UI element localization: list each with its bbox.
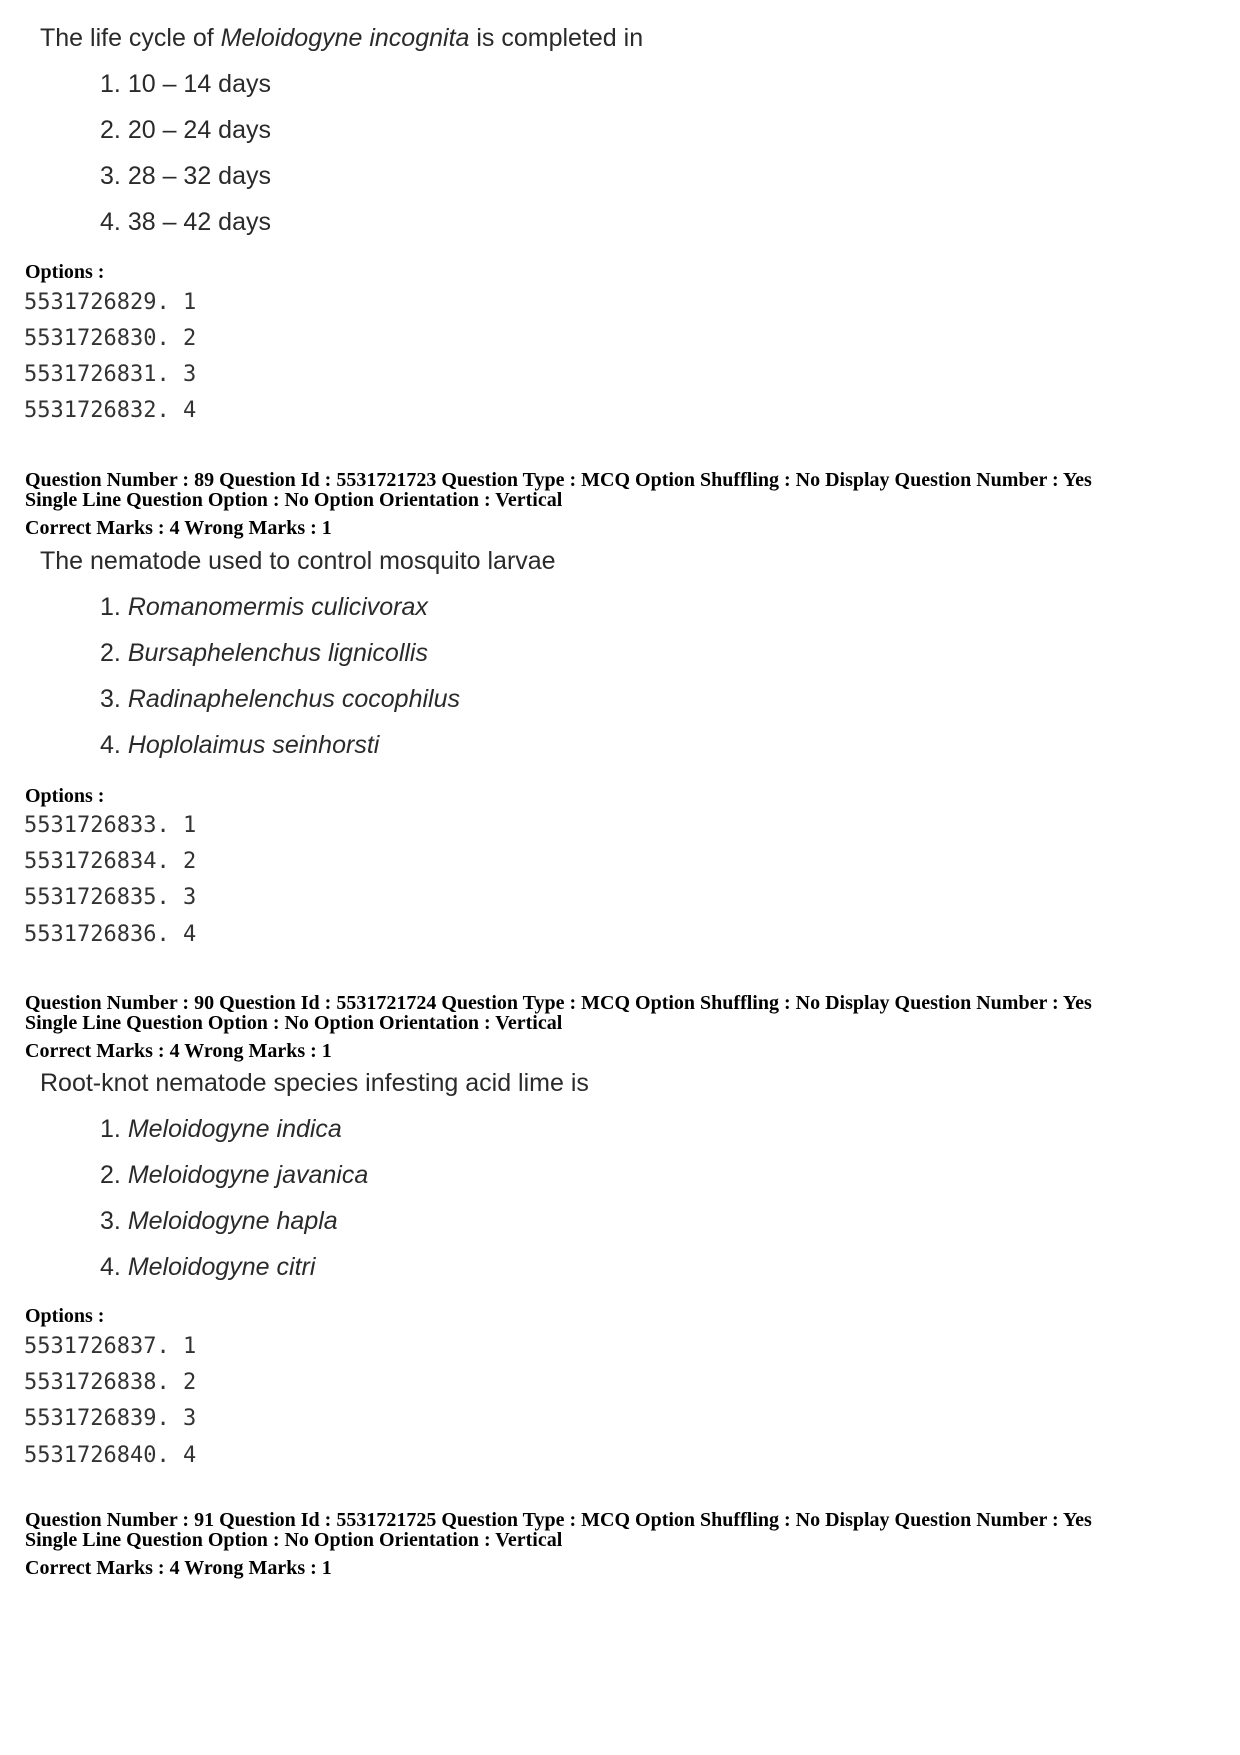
question-marks: Correct Marks : 4 Wrong Marks : 1: [25, 1040, 332, 1062]
option-code: 5531726840. 4: [24, 1443, 197, 1468]
answer-choice: 2. Bursaphelenchus lignicollis: [100, 639, 428, 667]
answer-choice: 2. 20 – 24 days: [100, 116, 271, 144]
option-code: 5531726833. 1: [24, 813, 197, 838]
option-code: 5531726838. 2: [24, 1370, 197, 1395]
answer-choice: 3. 28 – 32 days: [100, 162, 271, 190]
answer-choice: 1. Meloidogyne indica: [100, 1115, 342, 1143]
answer-choice: 4. 38 – 42 days: [100, 208, 271, 236]
question-marks: Correct Marks : 4 Wrong Marks : 1: [25, 1557, 332, 1579]
answer-choice: 1. 10 – 14 days: [100, 70, 271, 98]
question-stem: Root-knot nematode species infesting acid lime is: [40, 1069, 589, 1097]
option-code: 5531726834. 2: [24, 849, 197, 874]
answer-choice: 1. Romanomermis culicivorax: [100, 593, 428, 621]
question-stem: The life cycle of Meloidogyne incognita is completed in: [40, 24, 644, 52]
option-code: 5531726839. 3: [24, 1406, 197, 1431]
question-header-line1: Question Number : 90 Question Id : 5531721724 Question Type : MCQ Option Shuffling : No Display Question Number : Yes: [25, 992, 1092, 1014]
question-header-line2: Single Line Question Option : No Option Orientation : Vertical: [25, 1529, 563, 1551]
answer-choice: 4. Hoplolaimus seinhorsti: [100, 731, 380, 759]
option-code: 5531726835. 3: [24, 885, 197, 910]
options-label: Options :: [25, 261, 105, 283]
question-stem: The nematode used to control mosquito larvae: [40, 547, 556, 575]
option-code: 5531726830. 2: [24, 326, 197, 351]
answer-choice: 2. Meloidogyne javanica: [100, 1161, 369, 1189]
answer-choice: 4. Meloidogyne citri: [100, 1253, 316, 1281]
options-label: Options :: [25, 1305, 105, 1327]
option-code: 5531726832. 4: [24, 398, 197, 423]
question-header-line2: Single Line Question Option : No Option Orientation : Vertical: [25, 489, 563, 511]
option-code: 5531726837. 1: [24, 1334, 197, 1359]
question-header-line1: Question Number : 89 Question Id : 5531721723 Question Type : MCQ Option Shuffling : No Display Question Number : Yes: [25, 469, 1092, 491]
option-code: 5531726829. 1: [24, 290, 197, 315]
question-header-line1: Question Number : 91 Question Id : 5531721725 Question Type : MCQ Option Shuffling : No Display Question Number : Yes: [25, 1509, 1092, 1531]
option-code: 5531726836. 4: [24, 922, 197, 947]
answer-choice: 3. Meloidogyne hapla: [100, 1207, 338, 1235]
question-header-line2: Single Line Question Option : No Option Orientation : Vertical: [25, 1012, 563, 1034]
answer-choice: 3. Radinaphelenchus cocophilus: [100, 685, 460, 713]
option-code: 5531726831. 3: [24, 362, 197, 387]
options-label: Options :: [25, 785, 105, 807]
question-marks: Correct Marks : 4 Wrong Marks : 1: [25, 517, 332, 539]
